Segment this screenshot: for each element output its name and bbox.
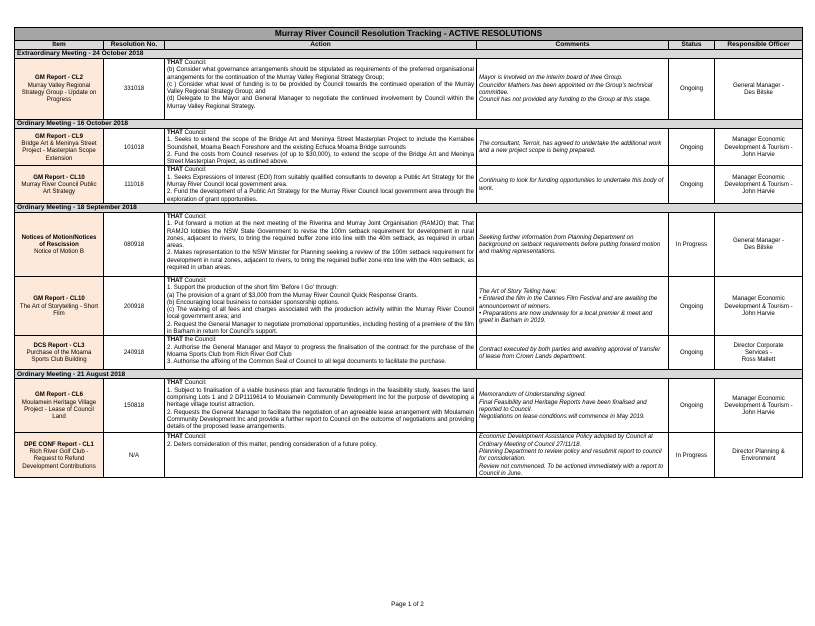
column-header-item: Item [15,41,104,50]
comment-line: Seeking further information from Planning Department on background on setback requirements before putting forward motion and making representations. [479,233,661,256]
section-row [15,203,803,212]
item-cell [15,212,104,276]
resolution-tracking-sheet [14,27,802,478]
item-description: Murray River Council Public [21,181,97,189]
action-that: THAT [167,212,183,220]
action-line: 1. Seeks Expressions of Interest (EOI) from suitably qualified consultants to develop a Public Art Strategy for the Murray River Council local government area. [167,173,474,189]
officer-line: Director Corporate [733,341,784,349]
action-heading [167,129,474,136]
action-that: THAT [167,336,183,344]
item-description: The Art of Storytelling - Short [19,302,99,310]
section-heading: Ordinary Meeting - 21 August 2018 [15,370,803,379]
action-that: THAT [167,276,183,284]
comments-cell [477,336,669,370]
action-cell [165,129,477,166]
item-description: Moulamein Heritage Village [21,398,97,406]
action-line: (b) Encouraging local business to consider sponsorship options. [167,298,340,306]
table-row [15,276,803,335]
item-description: Notice of Motion B [34,248,84,256]
comment-line: Council has not provided any funding to the Group at this stage. [479,96,652,104]
item-description: Land [52,413,66,421]
table-row [15,433,803,478]
item-label: GM Report - CL10 [33,295,85,303]
action-subject: Council: [182,379,207,387]
table-row [15,336,803,370]
table-row [15,129,803,166]
item-label: DPE CONF Report - CL1 [24,440,94,448]
comment-line: Negotiations on lease conditions will commence in May 2019. [479,413,645,421]
action-line: 2. Requests the General Manager to facilitate the negotiation of an agreeable lease arrangement with Moulamein Community Development Inc and provide a further report to Council on the outcome of negotiations and providing details of the proposed lease arrangements. [167,408,474,431]
action-cell [165,433,477,478]
item-label: GM Report - CL6 [34,391,84,399]
item-cell [15,276,104,335]
status-cell: Ongoing [669,166,715,203]
section-row [15,50,803,59]
officer-line: Environment [741,455,776,463]
item-description: Extension [45,154,73,162]
column-header-status: Status [669,41,715,50]
comment-line: Planning Department to review policy and resubmit report to council for consideration. [479,447,662,463]
comment-line: Councillor Mathers has been appointed on the Group's technical committee. [479,81,653,96]
comments-cell [477,433,669,478]
action-line: 2. Authorise the General Manager and Mayor to progress the finalisation of the contract for the purchase of the Moama Sports Club from Rich River Golf Club [167,343,474,358]
action-line: 1. Seeks to extend the scope of the Bridge Art and Meninya Street Masterplan Project to include the Kerrabee Soundshell, Moama Beach Foreshore and the existing Echuca Moama Bridge surrounds [167,136,474,151]
action-heading [167,336,474,343]
action-subject: Council: [182,166,207,174]
comment-line: • Entered the film in the Cannes Film Festival and are awaiting the announcement of winners. [479,295,658,310]
action-line: 1. Subject to finalisation of a viable business plan and favourable findings in the feasibility study, leases the land comprising Lots 1 and 2 DP1119614 to Moulamein Community Development Inc for the purpose of developing a heritage village tourist attraction. [167,386,474,409]
officer-line: General Manager - [732,81,785,89]
comment-line: The Art of Story Telling have: [479,287,558,295]
item-label: DCS Report - CL3 [33,341,85,349]
action-subject: Council: [182,212,207,220]
action-cell [165,59,477,120]
comments-cell [477,212,669,276]
item-label: GM Report - CL2 [34,74,84,82]
officer-line: Services - [744,349,773,357]
comment-line: The consultant, Terroir, has agreed to undertake the additional work and a new project scope is being prepared. [479,139,662,155]
action-line: 1. Put forward a motion at the next meeting of the Riverina and Murray Joint Organisation (RAMJO) that: That RAMJO lobbies the NSW State Government to revise the 100m setback requirement for development in rural zones, adjacent to rivers, to bring the required buffer zone into line with the 40m setback, as required in urban areas. [167,220,474,250]
responsible-officer-cell [715,59,803,120]
action-subject: Council: [182,276,207,284]
officer-line: Manager Economic [732,295,785,303]
action-subject: Council: [182,59,207,66]
section-row [15,120,803,129]
action-line: (c ) Consider what level of funding is to be provided by Council towards the continued operation of the Murray Valley Regional Strategy Group; and [167,80,474,96]
table-row [15,212,803,276]
officer-line: Development & Tourism - [724,302,793,310]
action-that: THAT [167,166,183,174]
comments-cell [477,379,669,433]
action-line: (b) Consider what governance arrangements should be stipulated as requirements of the preferred organisational arrangements for the continuation of the Murray Valley Regional Strategy Group; [167,66,474,81]
resolution-number: 111018 [104,166,165,203]
status-cell: In Progress [669,212,715,276]
resolution-number: 240918 [104,336,165,370]
item-description: Rich River Golf Club - [29,447,89,455]
status-cell: Ongoing [669,276,715,335]
officer-line: General Manager - [732,237,785,245]
item-label: Notices of Motion/Notices of Rescission [21,233,97,248]
action-line: 2. Fund the development of a Public Art Strategy for the Murray River Council local government area through the exploration of grant opportunities. [167,188,474,203]
action-that: THAT [167,59,183,66]
resolution-table [14,27,803,478]
officer-line: Des Bilske [744,244,773,252]
action-line: 2. Request the General Manager to negotiate promotional opportunities, including hosting of a premiere of the film in Barham in return for Council's support. [167,320,474,336]
action-heading [167,166,474,173]
action-cell [165,212,477,276]
action-that: THAT [167,129,183,136]
item-description: Development Contributions [22,462,96,470]
officer-line: John Harvie [742,188,775,196]
action-heading [167,379,474,386]
officer-line: Director Planning & [732,447,785,455]
action-cell [165,166,477,203]
section-heading: Ordinary Meeting - 18 September 2018 [15,203,803,212]
resolution-number: 101018 [104,129,165,166]
item-description: Project - Lease of Council [24,405,94,413]
action-cell [165,276,477,335]
table-row [15,166,803,203]
comments-cell [477,276,669,335]
action-line: (c) The waiving of all fees and charges associated with the production activity within the Murray River Council local government area; and [167,306,474,321]
action-line: 2. Fund the costs from Council reserves (of up to $30,000), to extend the scope of the Bridge Art and Meninya Street Masterplan Project, as outlined above. [167,150,474,166]
comment-line: Contract executed by both parties and awaiting approval of transfer of lease from Crown Lands department. [479,345,661,360]
comment-line: • Preparations are now underway for a local premier & meet and greet in Barham in 2019. [479,309,653,325]
item-cell [15,59,104,120]
item-label: GM Report - CL9 [34,132,84,140]
action-heading [167,277,474,284]
status-cell: Ongoing [669,379,715,433]
responsible-officer-cell [715,336,803,370]
item-cell [15,129,104,166]
officer-line: Des Bilske [744,89,773,96]
item-description: Purchase of the Moama [26,349,92,357]
item-description: Project - Masterplan Scope [22,147,96,155]
table-title: Murray River Council Resolution Tracking - ACTIVE RESOLUTIONS [15,28,803,41]
responsible-officer-cell [715,276,803,335]
resolution-number: 150818 [104,379,165,433]
column-header-resolution: Resolution No. [104,41,165,50]
status-cell: Ongoing [669,336,715,370]
resolution-number: 331018 [104,59,165,120]
action-line: 2. Defers consideration of this matter, pending consideration of a future policy. [167,440,377,448]
officer-line: Manager Economic [732,173,785,181]
item-description: Art Strategy [42,188,76,196]
item-cell [15,379,104,433]
comment-line: Review not commenced. To be actioned immediately with a report to Council in June. [479,462,664,477]
column-header-comments: Comments [477,41,669,50]
action-subject: Council: [182,433,207,441]
comment-line: Economic Development Assistance Policy adopted by Council at Ordinary Meeting of Council 27/11/18. [479,433,653,448]
action-heading [167,213,474,220]
comments-cell [477,166,669,203]
responsible-officer-cell [715,433,803,478]
item-description: Strategy Group - Update on [21,89,97,96]
column-header-action: Action [165,41,477,50]
item-description: Request to Refund [33,455,85,463]
responsible-officer-cell [715,212,803,276]
item-cell [15,336,104,370]
action-subject: the Council: [182,336,217,344]
responsible-officer-cell [715,166,803,203]
comment-line: Continuing to look for funding opportunities to undertake this body of work. [479,177,664,192]
action-heading [167,433,474,440]
item-description: Film [53,309,65,317]
action-that: THAT [167,379,183,387]
item-label: GM Report - CL10 [33,173,85,181]
officer-line: John Harvie [742,409,775,417]
officer-line: Manager Economic [732,136,785,144]
resolution-number: 200918 [104,276,165,335]
item-cell [15,166,104,203]
section-row [15,370,803,379]
table-row [15,59,803,120]
comment-line: Memorandum of Understanding signed. [479,391,587,399]
status-cell: In Progress [669,433,715,478]
officer-line: Development & Tourism - [724,181,793,189]
table-body [15,28,803,478]
action-line: (d) Delegate to the Mayor and General Manager to negotiate the continued involvement by Council within the Murray Valley Regional Strategy. [167,95,474,110]
officer-line: Manager Economic [732,394,785,402]
item-description: Bridge Art & Meninya Street [21,139,97,147]
action-line: 3. Authorise the affixing of the Common Seal of Council to all legal documents to facilitate the purchase. [167,358,447,366]
responsible-officer-cell [715,129,803,166]
action-line: (a) The provision of a grant of $3,000 from the Murray River Council Quick Response Grants. [167,291,418,299]
page-footer: Page 1 of 2 [391,601,424,608]
action-cell [165,379,477,433]
action-cell [165,336,477,370]
resolution-number: N/A [104,433,165,478]
section-heading: Extraordinary Meeting - 24 October 2018 [15,50,803,59]
comment-line: Final Feasibility and Heritage Reports have been finalised and reported to Council. [479,398,647,413]
item-description: Sports Club Building [31,356,87,364]
comments-cell [477,59,669,120]
comment-line: Mayor is involved on the interim board of thee Group. [479,74,623,82]
action-subject: Council: [182,129,207,136]
officer-line: Ross Mallett [741,356,776,364]
action-heading [167,59,474,66]
title-row [15,28,803,41]
officer-line: Development & Tourism - [724,402,793,410]
action-that: THAT [167,433,183,441]
comments-cell [477,129,669,166]
status-cell: Ongoing [669,59,715,120]
section-heading: Ordinary Meeting - 16 October 2018 [15,120,803,129]
responsible-officer-cell [715,379,803,433]
item-description: Progress [46,96,72,104]
resolution-number: 080918 [104,212,165,276]
item-description: Murray Valley Regional [27,81,91,89]
action-line: 1. Support the production of the short film 'Before I Go' through: [167,284,339,292]
column-header-officer: Responsible Officer [715,41,803,50]
officer-line: John Harvie [742,309,775,317]
officer-line: Development & Tourism - [724,143,793,151]
column-header-row [15,41,803,50]
item-cell [15,433,104,478]
action-line: 2. Makes representation to the NSW Minister for Planning seeking a review of the 100m setback requirement for development in rural zones, adjacent to rivers, to bring the required buffer zone into line with the 40m setback, as required in urban areas. [167,249,474,272]
table-row [15,379,803,433]
officer-line: John Harvie [742,150,775,158]
status-cell: Ongoing [669,129,715,166]
